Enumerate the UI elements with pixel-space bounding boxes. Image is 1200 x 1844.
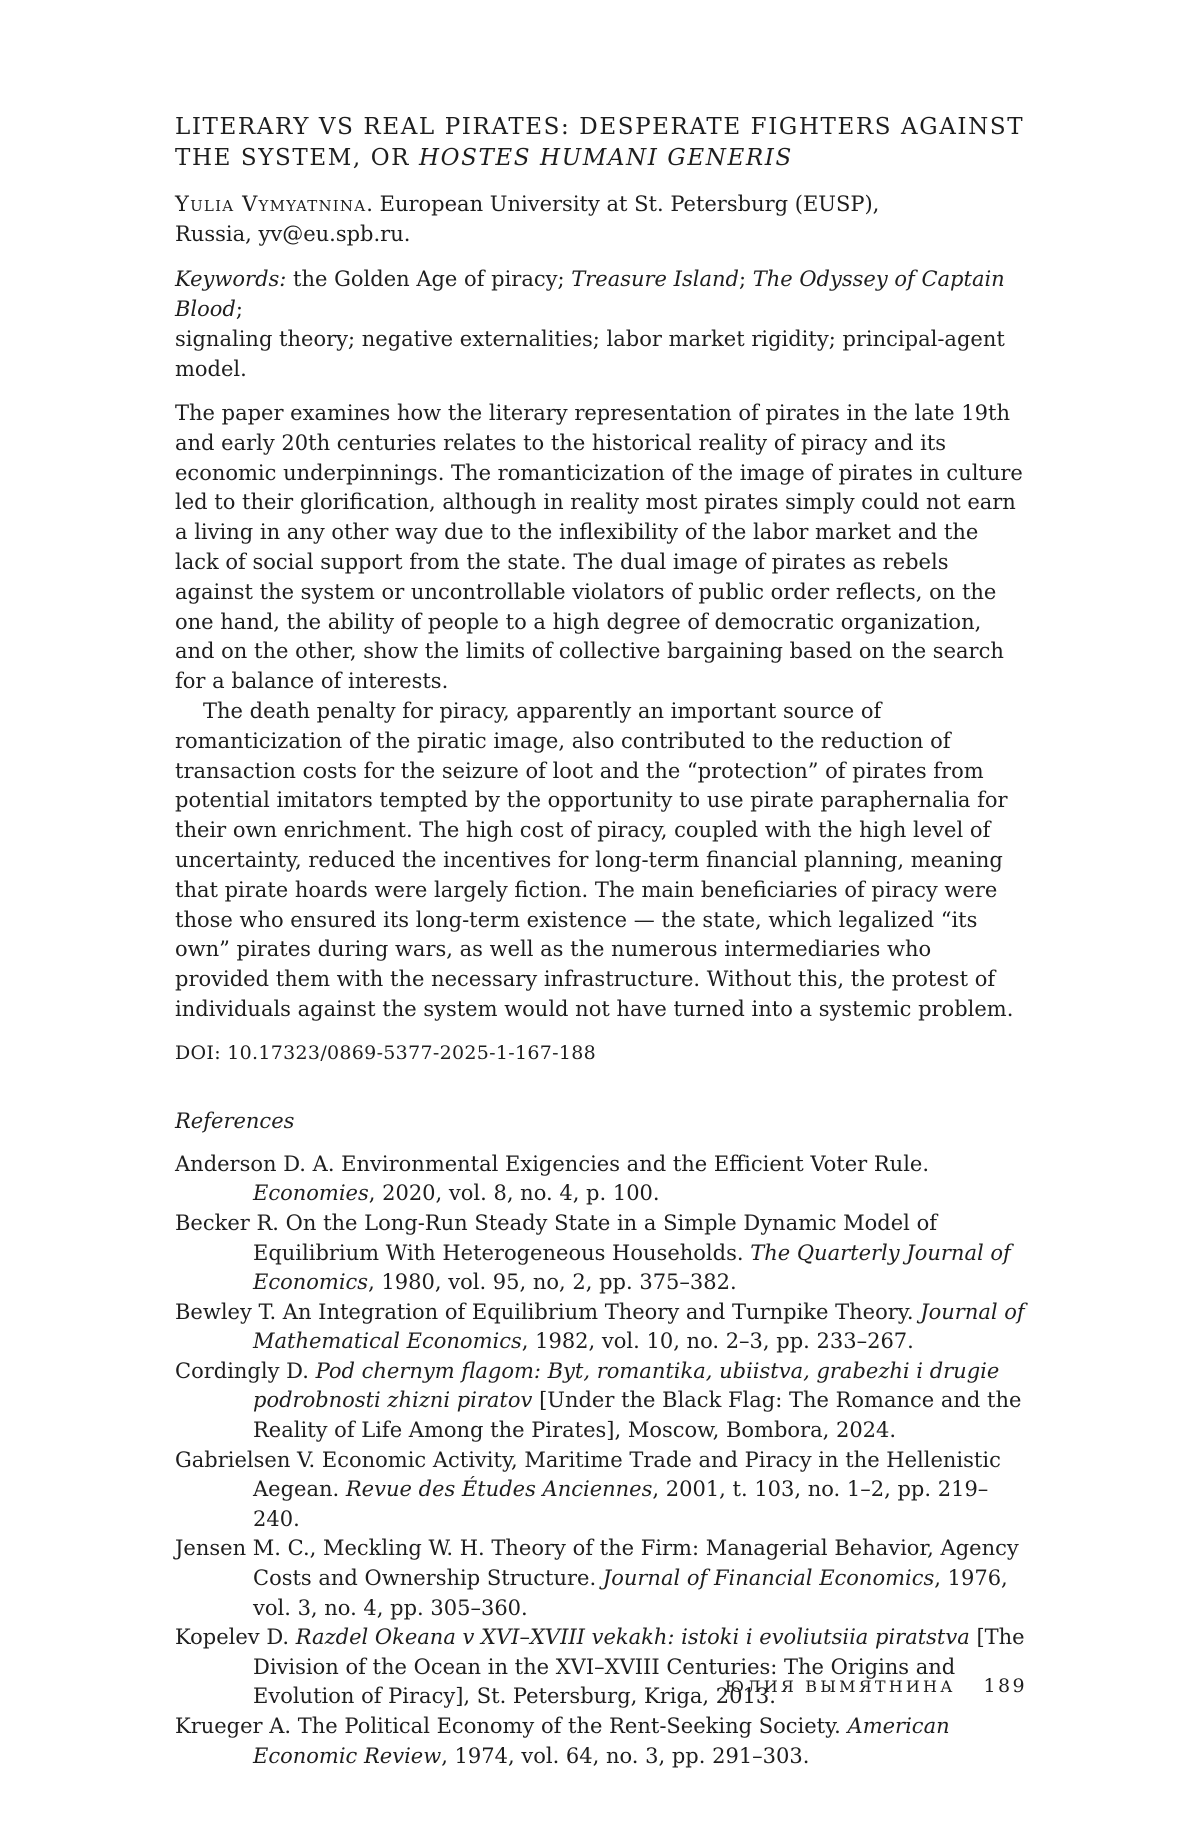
reference-item: Krueger A. The Political Economy of the Rent-Seeking Society. American Economic Review, 1974, vol. 64, no. 3, pp. 291–303. xyxy=(175,1714,950,1768)
keywords-separator: ; xyxy=(738,267,753,291)
keywords-line-2: signaling theory; negative externalities; labor market rigidity; principal-agent model. xyxy=(175,327,1005,381)
reference-item: Becker R. On the Long-Run Steady State in a Simple Dynamic Model of Equilibrium With Heterogeneous Households. The Quarterly Journal of Economics, 1980, vol. 95, no, 2, pp. 375–382. xyxy=(175,1210,1011,1295)
article-page xyxy=(175,112,1027,1771)
reference-item: Gabrielsen V. Economic Activity, Maritime Trade and Piracy in the Hellenistic Aegean. Revue des Études Anciennes, 2001, t. 103, no. 1–2, pp. 219–240. xyxy=(175,1447,1001,1531)
author-location: Russia, yv@eu.spb.ru. xyxy=(175,222,411,246)
reference-item: Jensen M. C., Meckling W. H. Theory of the Firm: Managerial Behavior, Agency Costs and Ownership Structure. Journal of Financial Economics, 1976, vol. 3, no. 4, pp. 305–360. xyxy=(175,1536,1019,1620)
page-number: 189 xyxy=(983,1675,1027,1697)
reference-item: Bewley T. An Integration of Equilibrium Theory and Turnpike Theory. Journal of Mathematical Economics, 1982, vol. 10, no. 2–3, pp. 233–267. xyxy=(175,1299,1025,1354)
keywords-block xyxy=(175,264,1027,384)
doi: DOI: 10.17323/0869-5377-2025-1-167-188 xyxy=(175,1041,596,1064)
title-line-2-italic: HOSTES HUMANI GENERIS xyxy=(418,145,793,171)
abstract-paragraph-1: The paper examines how the literary representation of pirates in the late 19th and early 20th centuries relates to the historical reality of piracy and its economic underpinnings. The romanticization of the image of pirates in culture led to their glorification, although in reality most pirates simply could not earn a living in any other way due to the inflexibility of the labor market and the lack of social support from the state. The dual image of pirates as rebels against the system or uncontrollable violators of public order reflects, on the one hand, the ability of people to a high degree of democratic organization, and on the other, show the limits of collective bargaining based on the search for a balance of interests. xyxy=(175,401,1023,694)
author-block xyxy=(175,189,1027,249)
keywords-part-2: ; xyxy=(235,297,243,321)
running-footer xyxy=(0,1675,1027,1697)
abstract xyxy=(175,399,1027,1025)
reference-item: Cordingly D. Pod chernym flagom: Byt, romantika, ubiistva, grabezhi i drugie podrobnosti zhizni piratov [Under the Black Flag: The Romance and the Reality of Life Among the Pirates], Moscow, Bombora, 2024. xyxy=(175,1358,1022,1443)
article-title xyxy=(175,112,1027,174)
keywords-book-1: Treasure Island xyxy=(571,267,739,291)
title-line-2-prefix: THE SYSTEM, OR xyxy=(175,145,419,171)
keywords-part-1: the Golden Age of piracy; xyxy=(286,267,572,291)
footer-author: ЮЛИЯ ВЫМЯТНИНА xyxy=(724,1677,956,1696)
author-name: Yulia Vymyatnina xyxy=(175,192,367,216)
reference-item: Kopelev D. Razdel Okeana v XVI–XVIII vekakh: istoki i evoliutsiia piratstva [The Division of the Ocean in the XVI–XVIII Centuries: The Origins and Evolution of Piracy], St. Petersburg, Kriga, 2013. xyxy=(175,1625,1025,1709)
references-heading: References xyxy=(175,1108,295,1133)
reference-item: Anderson D. A. Environmental Exigencies and the Efficient Voter Rule. Economies, 2020, vol. 8, no. 4, p. 100. xyxy=(175,1151,930,1206)
title-line-1: LITERARY VS REAL PIRATES: DESPERATE FIGHTERS AGAINST xyxy=(175,114,1025,140)
abstract-paragraph-2: The death penalty for piracy, apparently an important source of romanticization of the piratic image, also contributed to the reduction of transaction costs for the seizure of loot and the “protection” of pirates from potential imitators tempted by the opportunity to use pirate paraphernalia for their own enrichment. The high cost of piracy, coupled with the high level of uncertainty, reduced the incentives for long-term financial planning, meaning that pirate hoards were largely fiction. The main beneficiaries of piracy were those who ensured its long-term existence — the state, which legalized “its own” pirates during wars, as well as the numerous intermediaries who provided them with the necessary infrastructure. Without this, the protest of individuals against the system would not have turned into a systemic problem. xyxy=(175,698,1014,1021)
keywords-book-2: The Odyssey of Captain Blood xyxy=(175,267,1005,321)
author-affiliation: . European University at St. Petersburg (EUSP), xyxy=(366,192,880,216)
keywords-label: Keywords: xyxy=(175,267,287,291)
